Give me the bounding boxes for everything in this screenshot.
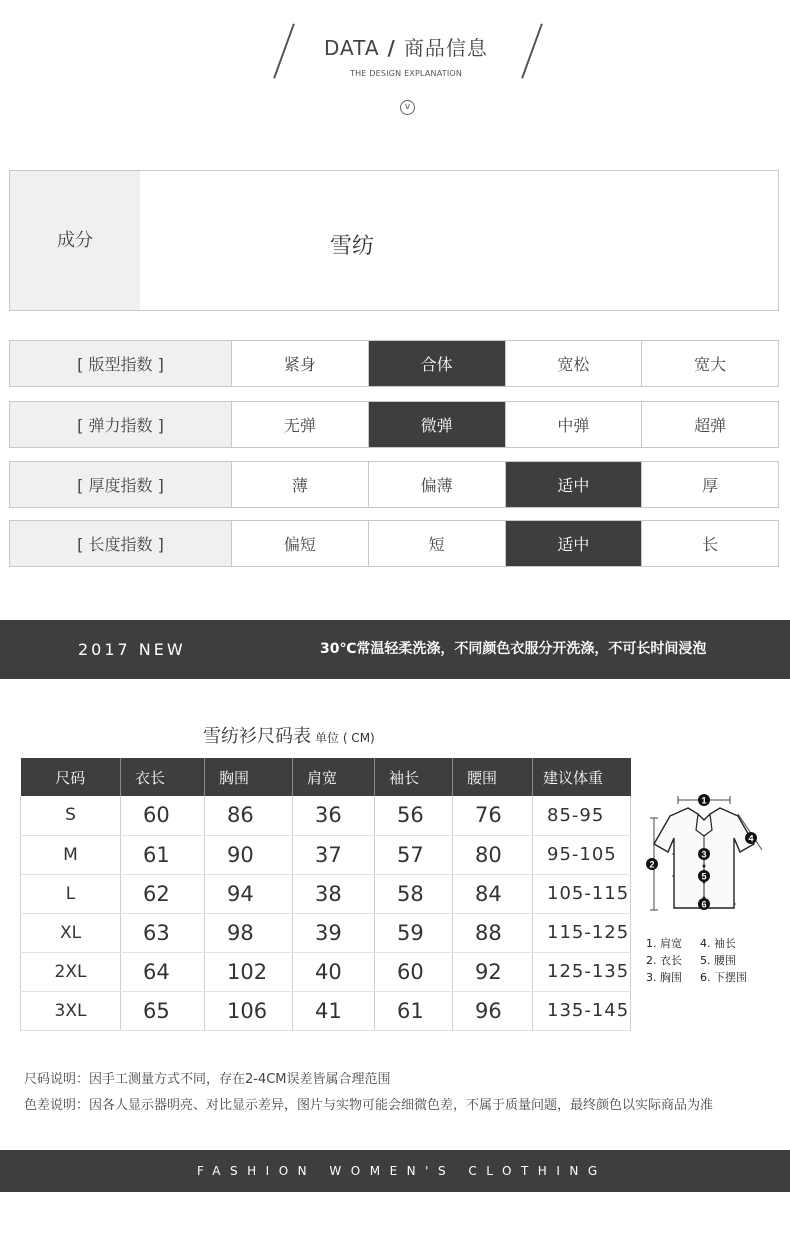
table-cell: 41	[293, 991, 375, 1030]
chevron-down-icon: v	[400, 100, 415, 115]
index-option: 长	[702, 535, 719, 554]
diagram-marker: 4	[748, 833, 754, 844]
header-title-en: DATA	[324, 36, 380, 60]
diagram-legend-item: 4. 袖长	[700, 937, 736, 950]
size-note: 尺码说明：因手工测量方式不同，存在2-4CM误差皆属合理范围	[24, 1072, 391, 1087]
banner-wash-instructions: 30℃常温轻柔洗涤，不同颜色衣服分开洗涤，不可长时间浸泡	[320, 641, 707, 657]
index-option: 中弹	[506, 402, 643, 447]
table-row	[21, 796, 631, 835]
header-title-separator: /	[387, 36, 396, 60]
table-cell: 90	[205, 835, 293, 874]
table-cell: 98	[205, 913, 293, 952]
index-option-selected: 适中	[506, 521, 643, 566]
table-cell: 60	[375, 952, 453, 991]
diagram-marker: 6	[701, 899, 707, 910]
composition-box	[9, 170, 779, 311]
table-cell: 106	[205, 991, 293, 1030]
table-cell: 37	[293, 835, 375, 874]
table-cell: M	[21, 835, 121, 874]
index-option: 偏薄	[369, 462, 506, 507]
diagram-legend-item: 2. 衣长	[646, 954, 682, 967]
header-slash-left	[273, 23, 294, 78]
index-option: 偏短	[232, 521, 369, 566]
footer-text: FASHION WOMEN'S CLOTHING	[197, 1164, 607, 1178]
table-cell: 58	[375, 874, 453, 913]
diagram-marker: 1	[701, 795, 707, 806]
table-cell: 63	[121, 913, 205, 952]
table-cell: 3XL	[21, 991, 121, 1030]
index-label: [ 弹力指数 ]	[10, 402, 232, 447]
header-cell: 胸围	[205, 758, 293, 796]
diagram-marker: 3	[701, 849, 707, 860]
header-slash-right	[521, 23, 542, 78]
composition-value: 雪纺	[330, 234, 375, 259]
index-label: [ 厚度指数 ]	[10, 462, 232, 507]
size-chart-title	[203, 722, 375, 748]
size-chart-title-text: 雪纺衫尺码表	[203, 726, 311, 747]
index-option-selected: 适中	[506, 462, 643, 507]
index-option: 短	[369, 521, 506, 566]
footer-banner	[0, 1150, 790, 1192]
table-cell: 57	[375, 835, 453, 874]
index-option-selected: 微弹	[369, 402, 506, 447]
table-cell: S	[21, 796, 121, 835]
table-cell: 102	[205, 952, 293, 991]
table-cell: 92	[453, 952, 533, 991]
header-cell: 尺码	[21, 758, 121, 796]
table-cell: 125-135	[533, 952, 631, 991]
index-row-fit	[9, 340, 779, 387]
table-cell: 62	[121, 874, 205, 913]
diagram-legend-item: 6. 下摆围	[700, 971, 747, 984]
table-cell: 61	[375, 991, 453, 1030]
index-label: [ 版型指数 ]	[10, 341, 232, 386]
table-cell: 36	[293, 796, 375, 835]
table-cell: 40	[293, 952, 375, 991]
header-cell: 腰围	[453, 758, 533, 796]
table-cell: L	[21, 874, 121, 913]
table-row	[21, 913, 631, 952]
index-option: 紧身	[232, 341, 369, 386]
table-cell: 85-95	[533, 796, 631, 835]
wash-banner	[0, 620, 790, 679]
banner-year: 2017 NEW	[78, 640, 186, 659]
size-table-header	[21, 758, 631, 796]
diagram-legend-item: 5. 腰围	[700, 954, 736, 967]
table-cell: 65	[121, 991, 205, 1030]
table-cell: 59	[375, 913, 453, 952]
header-cell: 袖长	[375, 758, 453, 796]
index-row-length	[9, 520, 779, 567]
table-cell: 39	[293, 913, 375, 952]
header-cell: 建议体重	[533, 758, 631, 796]
table-cell: 60	[121, 796, 205, 835]
table-cell: 88	[453, 913, 533, 952]
header-cell: 衣长	[121, 758, 205, 796]
index-option: 宽松	[506, 341, 643, 386]
index-option: 超弹	[694, 416, 727, 435]
table-cell: 115-125	[533, 913, 631, 952]
shirt-measurement-icon	[640, 790, 770, 990]
header-cell: 肩宽	[293, 758, 375, 796]
diagram-legend-item: 3. 胸围	[646, 971, 682, 984]
table-cell: 76	[453, 796, 533, 835]
table-cell: 95-105	[533, 835, 631, 874]
index-label: [ 长度指数 ]	[10, 521, 232, 566]
index-option: 无弹	[232, 402, 369, 447]
table-cell: 84	[453, 874, 533, 913]
index-row-thickness	[9, 461, 779, 508]
table-cell: 38	[293, 874, 375, 913]
size-table	[20, 758, 631, 1031]
table-cell: 64	[121, 952, 205, 991]
table-cell: 2XL	[21, 952, 121, 991]
header-title-cn: 商品信息	[403, 36, 488, 60]
index-option-selected: 合体	[369, 341, 506, 386]
table-cell: 61	[121, 835, 205, 874]
table-row	[21, 874, 631, 913]
table-cell: 135-145	[533, 991, 631, 1030]
table-cell: 56	[375, 796, 453, 835]
table-cell: XL	[21, 913, 121, 952]
table-row	[21, 991, 631, 1030]
composition-label: 成分	[10, 171, 140, 310]
table-cell: 86	[205, 796, 293, 835]
header-subtitle: THE DESIGN EXPLANATION	[350, 69, 463, 78]
index-option: 薄	[232, 462, 369, 507]
index-option: 宽大	[694, 355, 727, 374]
table-cell: 80	[453, 835, 533, 874]
table-cell: 105-115	[533, 874, 631, 913]
table-row	[21, 835, 631, 874]
diagram-legend-item: 1. 肩宽	[646, 937, 682, 950]
size-chart-unit: 单位 ( CM)	[315, 731, 375, 745]
table-cell: 94	[205, 874, 293, 913]
diagram-marker: 2	[649, 859, 655, 870]
index-option: 厚	[702, 476, 719, 495]
table-cell: 96	[453, 991, 533, 1030]
header-title	[324, 32, 488, 61]
color-note: 色差说明：因各人显示器明亮、对比显示差异，图片与实物可能会细微色差，不属于质量问题，最终颜色以实际商品为准	[24, 1098, 714, 1113]
diagram-marker: 5	[701, 871, 707, 882]
index-row-elasticity	[9, 401, 779, 448]
table-row	[21, 952, 631, 991]
